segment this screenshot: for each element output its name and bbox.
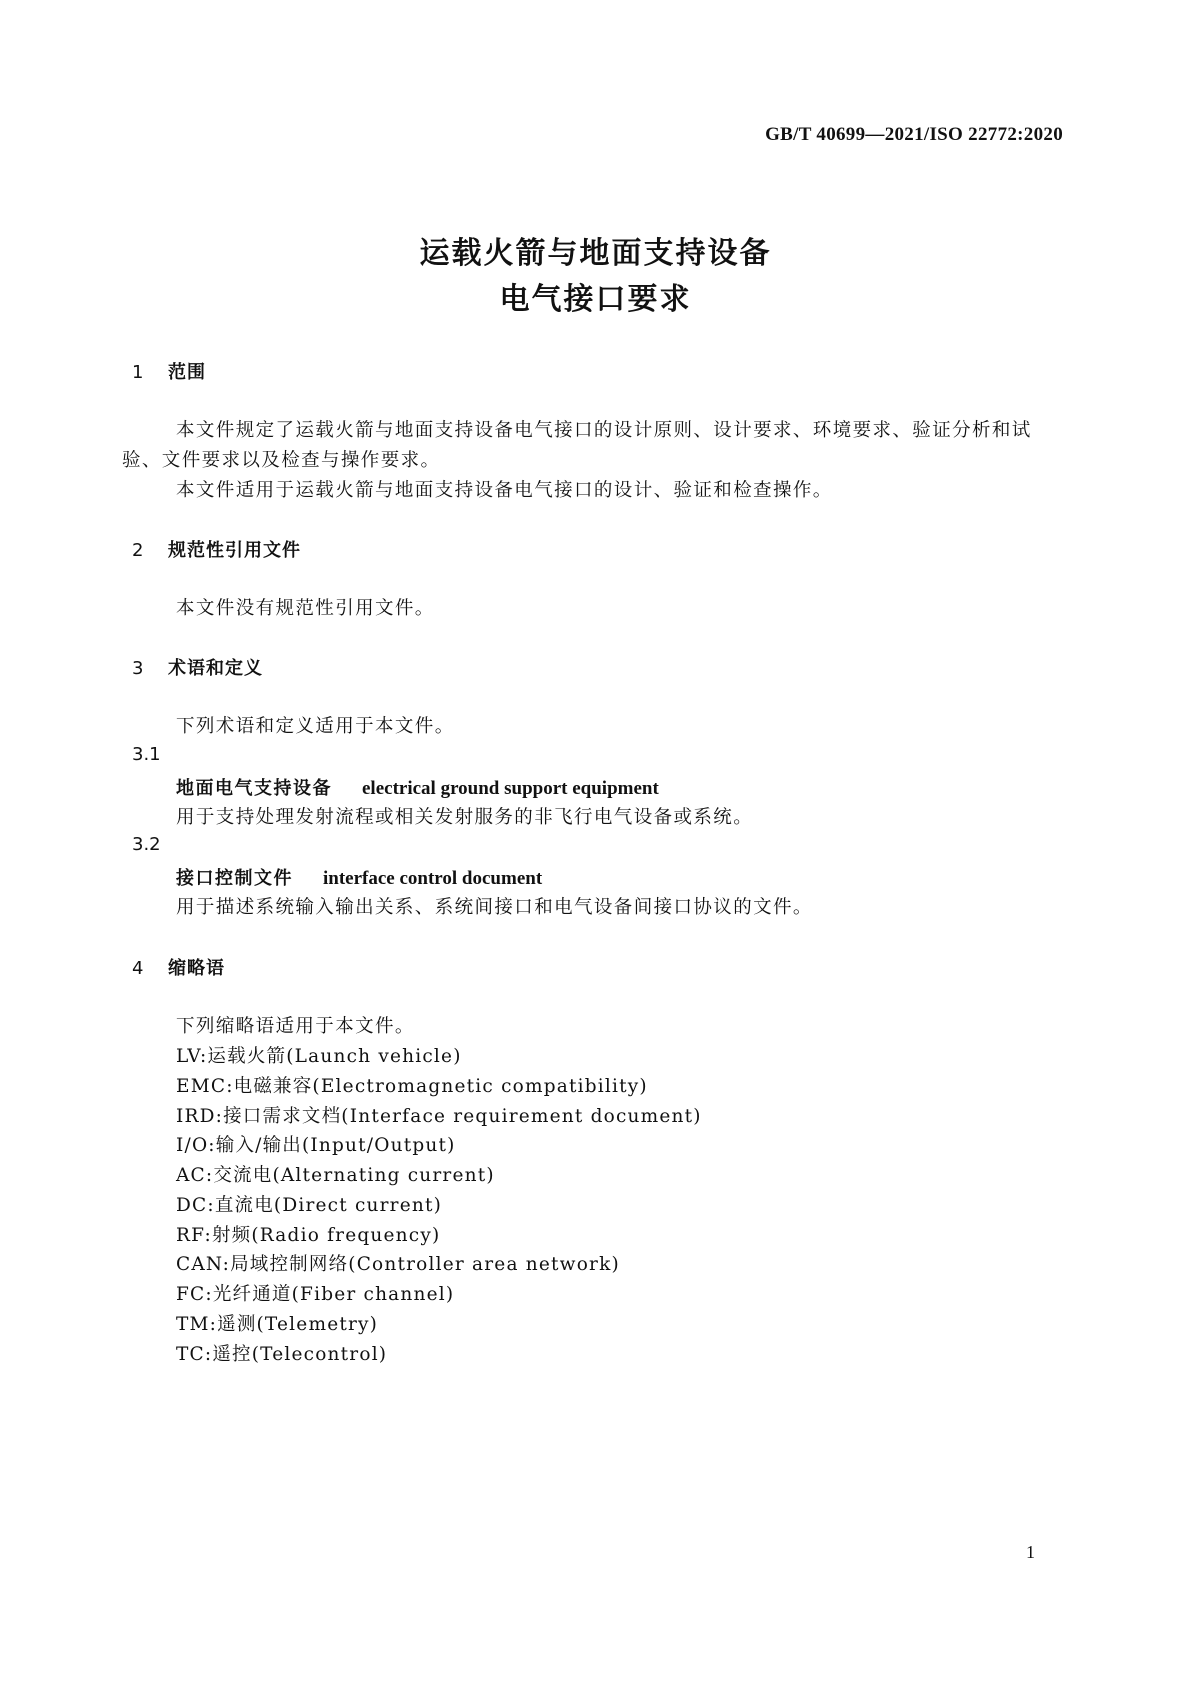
abbreviation-item: RF:射频(Radio frequency) xyxy=(176,1225,441,1246)
document-title-line2: 电气接口要求 xyxy=(499,282,692,317)
abbreviation-item: AC:交流电(Alternating current) xyxy=(176,1165,495,1186)
section-heading-abbreviations xyxy=(132,954,225,980)
abbreviation-item: TC:遥控(Telecontrol) xyxy=(176,1344,388,1365)
document-title-line1: 运载火箭与地面支持设备 xyxy=(419,236,772,271)
term-definition: 用于支持处理发射流程或相关发射服务的非飞行电气设备或系统。 xyxy=(176,807,754,828)
section-name: 规范性引用文件 xyxy=(168,540,301,561)
abbreviation-item: I/O:输入/输出(Input/Output) xyxy=(176,1135,456,1156)
abbreviations-intro: 下列缩略语适用于本文件。 xyxy=(176,1016,415,1037)
scope-paragraph-1-line-1: 本文件规定了运载火箭与地面支持设备电气接口的设计原则、设计要求、环境要求、验证分析和试 xyxy=(176,420,1032,441)
normative-paragraph: 本文件没有规范性引用文件。 xyxy=(176,598,435,619)
section-name: 缩略语 xyxy=(168,958,225,979)
term-entry xyxy=(176,864,542,890)
section-heading-normative xyxy=(132,536,301,562)
term-number: 3.2 xyxy=(132,834,161,855)
section-heading-terms xyxy=(132,654,263,680)
abbreviation-item: DC:直流电(Direct current) xyxy=(176,1195,443,1216)
section-number: 4 xyxy=(132,958,144,979)
abbreviation-item: LV:运载火箭(Launch vehicle) xyxy=(176,1046,462,1067)
scope-paragraph-2: 本文件适用于运载火箭与地面支持设备电气接口的设计、验证和检查操作。 xyxy=(176,480,833,501)
abbreviation-item: TM:遥测(Telemetry) xyxy=(176,1314,379,1335)
term-english: interface control document xyxy=(323,868,543,889)
page-number: 1 xyxy=(1026,1542,1035,1562)
section-name: 范围 xyxy=(168,362,206,383)
section-number: 2 xyxy=(132,540,144,561)
term-chinese: 地面电气支持设备 xyxy=(176,778,332,799)
abbreviation-item: CAN:局域控制网络(Controller area network) xyxy=(176,1254,620,1275)
terms-intro: 下列术语和定义适用于本文件。 xyxy=(176,716,455,737)
term-definition: 用于描述系统输入输出关系、系统间接口和电气设备间接口协议的文件。 xyxy=(176,897,813,918)
abbreviation-item: EMC:电磁兼容(Electromagnetic compatibility) xyxy=(176,1076,648,1097)
term-english: electrical ground support equipment xyxy=(362,778,659,799)
section-name: 术语和定义 xyxy=(168,658,263,679)
section-number: 3 xyxy=(132,658,144,679)
term-chinese: 接口控制文件 xyxy=(176,868,293,889)
standard-code: GB/T 40699—2021/ISO 22772:2020 xyxy=(765,124,1063,145)
term-entry xyxy=(176,774,659,800)
term-number: 3.1 xyxy=(132,744,161,765)
section-number: 1 xyxy=(132,362,144,383)
abbreviation-item: IRD:接口需求文档(Interface requirement document) xyxy=(176,1106,702,1127)
abbreviation-item: FC:光纤通道(Fiber channel) xyxy=(176,1284,455,1305)
section-heading-scope xyxy=(132,358,206,384)
scope-paragraph-1-line-2: 验、文件要求以及检查与操作要求。 xyxy=(122,450,441,471)
